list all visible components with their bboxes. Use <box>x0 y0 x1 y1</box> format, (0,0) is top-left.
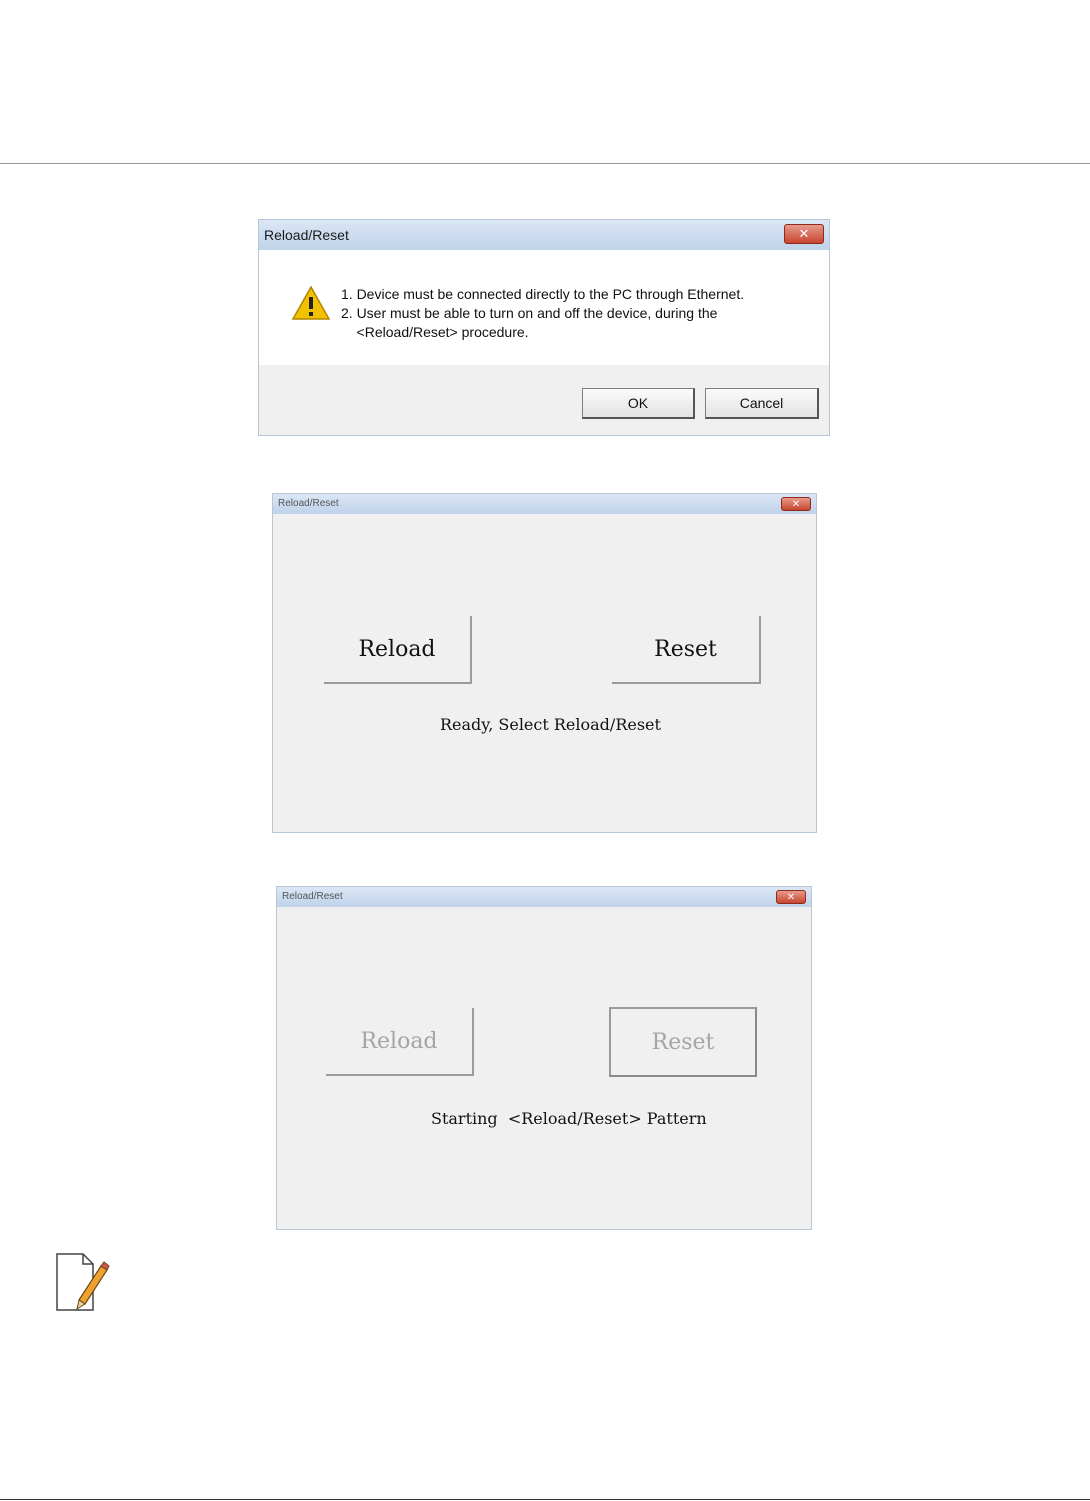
note-pencil-icon <box>55 1252 111 1312</box>
title-bar[interactable] <box>259 220 829 250</box>
close-button[interactable] <box>784 224 824 244</box>
ok-button[interactable]: OK <box>582 388 695 419</box>
title-bar[interactable] <box>277 887 811 907</box>
header-rule <box>0 163 1090 164</box>
cancel-button[interactable]: Cancel <box>705 388 819 419</box>
close-button[interactable] <box>776 890 806 904</box>
reload-reset-dialog-ready <box>272 493 817 833</box>
reset-button[interactable]: Reset <box>609 1007 757 1077</box>
warning-icon <box>291 285 331 321</box>
reload-button[interactable]: Reload <box>324 616 472 684</box>
reset-button[interactable]: Reset <box>612 616 761 684</box>
dialog-title: Reload/Reset <box>264 227 349 243</box>
reload-reset-dialog-starting <box>276 886 812 1230</box>
close-icon: ✕ <box>798 226 810 242</box>
dialog-title: Reload/Reset <box>282 891 343 902</box>
warning-message <box>341 285 811 342</box>
dialog-title: Reload/Reset <box>278 498 339 509</box>
warning-dialog <box>258 219 830 436</box>
message-line: 2. User must be able to turn on and off the device, during the <box>341 305 718 321</box>
status-text: Ready, Select Reload/Reset <box>440 715 661 734</box>
close-icon: ✕ <box>791 498 801 510</box>
close-button[interactable] <box>781 497 811 511</box>
message-line: <Reload/Reset> procedure. <box>341 324 529 340</box>
close-icon: ✕ <box>786 891 796 903</box>
reload-button[interactable]: Reload <box>326 1008 474 1076</box>
title-bar[interactable] <box>273 494 816 514</box>
status-text: Starting <Reload/Reset> Pattern <box>431 1109 707 1128</box>
message-line: 1. Device must be connected directly to the PC through Ethernet. <box>341 286 745 302</box>
footer-rule <box>0 1499 1090 1500</box>
dialog-body <box>259 250 829 365</box>
